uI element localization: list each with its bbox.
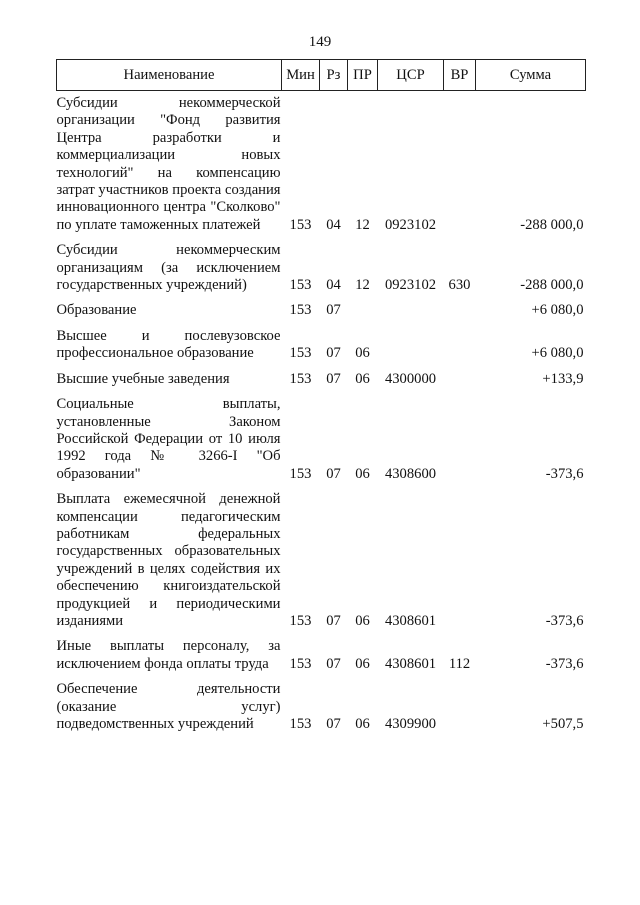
row-sum: +507,5 — [542, 716, 584, 732]
table-row — [57, 483, 586, 630]
row-min: 153 — [289, 277, 312, 294]
row-sum: +133,9 — [542, 370, 584, 387]
row-pr: 12 — [355, 216, 370, 233]
row-name: Выплата ежемесячной денежной компенсации педагогическим работникам федеральных государственных образовательных учреждений в целях содействия их обеспечению книгоиздательской продукцией и периодическими изданиями — [56, 491, 281, 629]
row-name: Социальные выплаты, установленные Законом Российской Федерации от 10 июля 1992 года № 3266-I "Об образовании" — [56, 396, 281, 482]
row-rz: 04 — [326, 277, 341, 294]
budget-table — [56, 59, 586, 733]
row-rz: 04 — [326, 216, 341, 233]
row-min: 153 — [289, 370, 312, 387]
row-vr — [444, 320, 476, 363]
row-vr: 630 — [448, 277, 471, 294]
table-row — [57, 91, 586, 235]
table-row — [57, 320, 586, 363]
row-pr: 06 — [355, 465, 370, 482]
row-rz: 07 — [326, 370, 341, 387]
row-vr — [444, 483, 476, 630]
row-rz: 07 — [326, 345, 341, 362]
row-rz: 07 — [326, 716, 341, 732]
row-pr: 06 — [355, 370, 370, 387]
row-name: Обеспечение деятельности (оказание услуг) подведомственных учреждений — [56, 681, 281, 732]
row-min: 153 — [289, 655, 312, 672]
row-min: 153 — [289, 216, 312, 233]
row-pr: 06 — [355, 612, 370, 629]
row-rz: 07 — [326, 612, 341, 629]
row-sum: +6 080,0 — [531, 345, 584, 362]
table-row — [57, 673, 586, 733]
row-sum: -288 000,0 — [520, 216, 584, 233]
row-sum: -373,6 — [545, 612, 584, 629]
row-csr: 0923102 — [384, 216, 437, 233]
row-min: 153 — [289, 302, 312, 319]
row-csr: 4309900 — [384, 716, 437, 732]
row-vr — [444, 91, 476, 235]
column-header-vr: ВР — [444, 60, 476, 91]
row-name: Субсидии некоммерческой организации "Фонд развития Центра разработки и коммерциализации новых технологий" на компенсацию затрат участников проекта создания инновационного центра "Сколково" по уплате таможенных платежей — [56, 95, 281, 233]
row-csr: 4308600 — [384, 465, 437, 482]
column-header-csr: ЦСР — [378, 60, 444, 91]
column-header-sum: Сумма — [476, 60, 586, 91]
row-pr — [348, 294, 378, 319]
row-csr: 0923102 — [384, 277, 437, 294]
row-vr — [444, 294, 476, 319]
row-vr — [444, 673, 476, 733]
column-header-pr: ПР — [348, 60, 378, 91]
table-row — [57, 363, 586, 388]
table-row — [57, 388, 586, 483]
row-vr — [444, 388, 476, 483]
row-csr: 4308601 — [384, 655, 437, 672]
row-sum: +6 080,0 — [531, 302, 584, 319]
row-csr — [378, 320, 444, 363]
table-row — [57, 630, 586, 673]
table-row — [57, 234, 586, 294]
row-rz: 07 — [326, 655, 341, 672]
column-header-rz: Рз — [320, 60, 348, 91]
row-csr: 4300000 — [384, 370, 437, 387]
column-header-min: Мин — [282, 60, 320, 91]
row-csr: 4308601 — [384, 612, 437, 629]
row-min: 153 — [289, 716, 312, 732]
table-header-row — [57, 60, 586, 91]
row-name: Субсидии некоммерческим организациям (за исключением государственных учреждений) — [56, 242, 281, 294]
row-vr: 112 — [448, 655, 471, 672]
row-csr — [378, 294, 444, 319]
page-number: 149 — [308, 34, 332, 50]
row-name: Высшие учебные заведения — [56, 370, 230, 387]
row-pr: 06 — [355, 655, 370, 672]
row-name: Образование — [56, 302, 137, 319]
row-vr — [444, 363, 476, 388]
row-min: 153 — [289, 465, 312, 482]
row-name: Иные выплаты персоналу, за исключением фонда оплаты труда — [56, 638, 281, 672]
row-min: 153 — [289, 612, 312, 629]
column-header-name: Наименование — [57, 60, 282, 91]
row-name: Высшее и послевузовское профессиональное образование — [56, 327, 281, 362]
row-sum: -373,6 — [545, 465, 584, 482]
row-pr: 12 — [355, 277, 370, 294]
row-pr: 06 — [355, 716, 370, 732]
row-pr: 06 — [355, 345, 370, 362]
row-sum: -288 000,0 — [520, 277, 584, 294]
row-rz: 07 — [326, 302, 341, 319]
row-rz: 07 — [326, 465, 341, 482]
row-sum: -373,6 — [545, 655, 584, 672]
table-row — [57, 294, 586, 319]
row-min: 153 — [289, 345, 312, 362]
